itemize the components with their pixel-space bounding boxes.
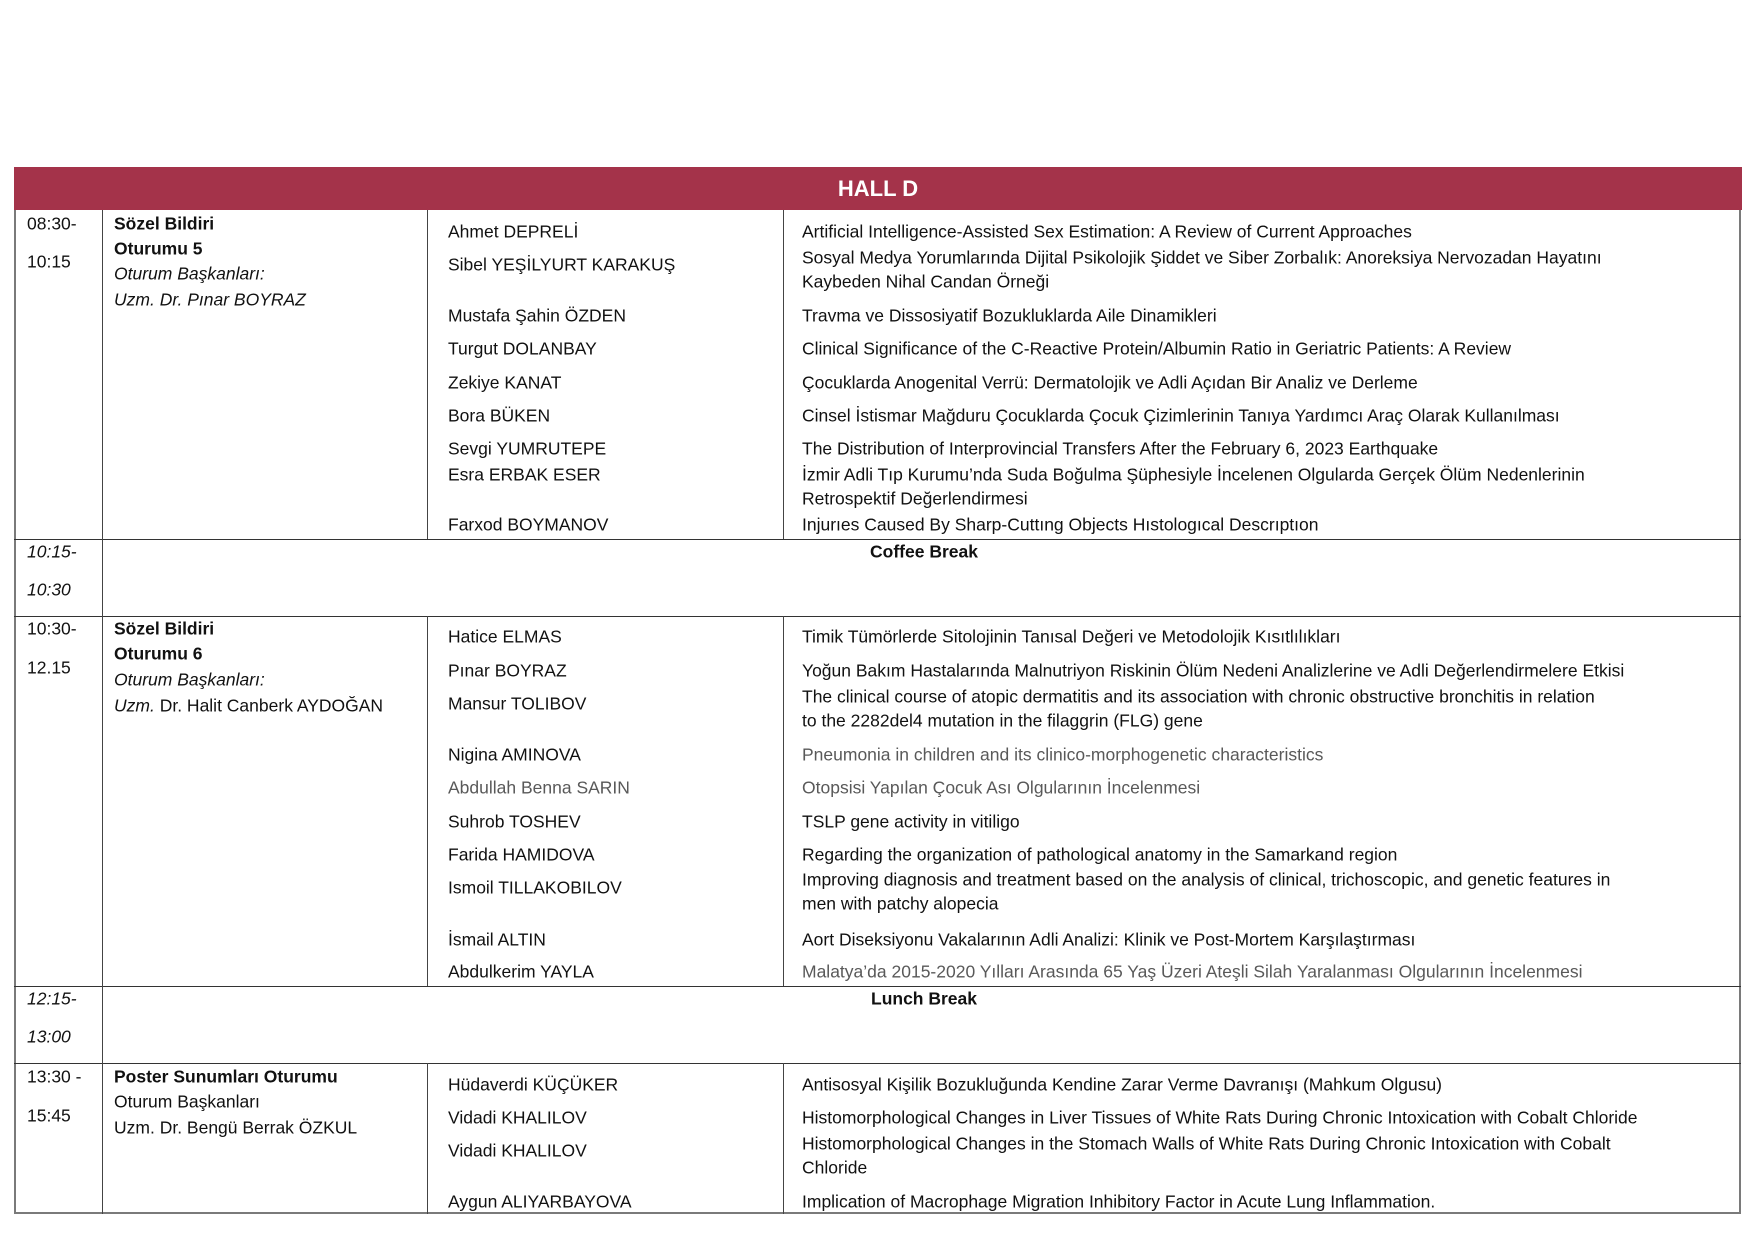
column-divider — [783, 210, 784, 539]
session-time: 13:00 — [27, 1026, 71, 1047]
session-time: 08:30- — [27, 213, 77, 234]
session-time: 12.15 — [27, 657, 71, 678]
session-time: 15:45 — [27, 1105, 71, 1126]
chair-name: Dr. Halit Canberk AYDOĞAN — [159, 695, 384, 716]
column-divider — [102, 539, 103, 616]
presenter-name: Farida HAMIDOVA — [448, 844, 595, 865]
session-time: 10:30- — [27, 618, 77, 639]
talk-title: Pneumonia in children and its clinico-morphogenetic characteristics — [802, 744, 1324, 765]
presenter-name: Ahmet DEPRELİ — [448, 221, 579, 242]
talk-title: Çocuklarda Anogenital Verrü: Dermatolojik ve Adli Açıdan Bir Analiz ve Derleme — [802, 372, 1418, 393]
talk-title: Retrospektif Değerlendirmesi — [802, 488, 1028, 509]
session-time: 10:30 — [27, 579, 71, 600]
talk-title: Regarding the organization of pathological anatomy in the Samarkand region — [802, 844, 1398, 865]
session-time: 10:15 — [27, 251, 71, 272]
talk-title: Timik Tümörlerde Sitolojinin Tanısal Değeri ve Metodolojik Kısıtlılıkları — [802, 626, 1341, 647]
talk-title: men with patchy alopecia — [802, 893, 999, 914]
talk-title: Artificial Intelligence-Assisted Sex Estimation: A Review of Current Approaches — [802, 221, 1412, 242]
talk-title: Implication of Macrophage Migration Inhibitory Factor in Acute Lung Inflammation. — [802, 1191, 1436, 1212]
presenter-name: Farxod BOYMANOV — [448, 514, 609, 535]
session-chair-line: Uzm. Dr. Pınar BOYRAZ — [114, 289, 306, 310]
presenter-name: Bora BÜKEN — [448, 405, 551, 426]
presenter-name: İsmail ALTIN — [448, 929, 546, 950]
presenter-name: Hüdaverdi KÜÇÜKER — [448, 1074, 619, 1095]
session-chair-line: Poster Sunumları Oturumu — [114, 1066, 338, 1087]
talk-title: Otopsisi Yapılan Çocuk Ası Olgularının İncelenmesi — [802, 777, 1201, 798]
presenter-name: Mustafa Şahin ÖZDEN — [448, 305, 626, 326]
talk-title: Antisosyal Kişilik Bozukluğunda Kendine Zarar Verme Davranışı (Mahkum Olgusu) — [802, 1074, 1443, 1095]
session-chair-line: Oturumu 6 — [114, 643, 203, 664]
chair-title-prefix: Uzm. — [114, 695, 155, 716]
session-chair-line: Oturumu 5 — [114, 238, 203, 259]
column-divider — [102, 616, 103, 986]
presenter-name: Hatice ELMAS — [448, 626, 562, 647]
column-divider — [102, 986, 103, 1063]
presenter-name: Pınar BOYRAZ — [448, 660, 567, 681]
presenter-name: Nigina AMINOVA — [448, 744, 581, 765]
presenter-name: Abdullah Benna SARIN — [448, 777, 630, 798]
talk-title: Histomorphological Changes in the Stomach Walls of White Rats During Chronic Intoxication with Cobalt — [802, 1133, 1611, 1154]
presenter-name: Abdulkerim YAYLA — [448, 961, 594, 982]
talk-title: Chloride — [802, 1157, 868, 1178]
session-time: 10:15- — [27, 541, 77, 562]
session-chair-line: Uzm. Dr. Bengü Berrak ÖZKUL — [114, 1117, 358, 1138]
session-chair-line: Sözel Bildiri — [114, 618, 215, 639]
talk-title: Sosyal Medya Yorumlarında Dijital Psikolojik Şiddet ve Siber Zorbalık: Anoreksiya Nervozadan Hayatını — [802, 247, 1602, 268]
talk-title: TSLP gene activity in vitiligo — [802, 811, 1020, 832]
talk-title: Clinical Significance of the C-Reactive Protein/Albumin Ratio in Geriatric Patients: A Review — [802, 338, 1512, 359]
talk-title: Travma ve Dissosiyatif Bozukluklarda Aile Dinamikleri — [802, 305, 1217, 326]
presenter-name: Vidadi KHALILOV — [448, 1107, 587, 1128]
talk-title: İzmir Adli Tıp Kurumu’nda Suda Boğulma Şüphesiyle İncelenen Olgularda Gerçek Ölüm Nedenlerinin — [802, 464, 1585, 485]
column-divider — [783, 616, 784, 986]
presenter-name: Mansur TOLIBOV — [448, 693, 587, 714]
talk-title: Malatya’da 2015-2020 Yılları Arasında 65 Yaş Üzeri Ateşli Silah Yaralanması Olgularının İncelenmesi — [802, 961, 1583, 982]
talk-title: to the 2282del4 mutation in the filaggrin (FLG) gene — [802, 710, 1203, 731]
presenter-name: Zekiye KANAT — [448, 372, 562, 393]
column-divider — [427, 616, 428, 986]
talk-title: The Distribution of Interprovincial Transfers After the February 6, 2023 Earthquake — [802, 438, 1439, 459]
presenter-name: Sevgi YUMRUTEPE — [448, 438, 607, 459]
hall-header — [14, 167, 1742, 210]
talk-title: Improving diagnosis and treatment based on the analysis of clinical, trichoscopic, and genetic features in — [802, 869, 1611, 890]
presenter-name: Vidadi KHALILOV — [448, 1140, 587, 1161]
session-chair-line: Sözel Bildiri — [114, 213, 215, 234]
talk-title: Aort Diseksiyonu Vakalarının Adli Analizi: Klinik ve Post-Mortem Karşılaştırması — [802, 929, 1416, 950]
column-divider — [783, 1063, 784, 1214]
column-divider — [102, 210, 103, 539]
presenter-name: Turgut DOLANBAY — [448, 338, 597, 359]
row-divider — [14, 616, 1741, 617]
column-divider — [102, 1063, 103, 1214]
talk-title: The clinical course of atopic dermatitis and its association with chronic obstructive bronchitis in relation — [802, 686, 1595, 707]
session-chair-line — [114, 694, 383, 719]
presenter-name: Esra ERBAK ESER — [448, 464, 601, 485]
presenter-name: Ismoil TILLAKOBILOV — [448, 877, 622, 898]
session-chair-line: Oturum Başkanları: — [114, 669, 265, 690]
hall-title: HALL D — [837, 175, 919, 201]
session-chair-line: Oturum Başkanları — [114, 1091, 260, 1112]
talk-title: Cinsel İstismar Mağduru Çocuklarda Çocuk Çizimlerinin Tanıya Yardımcı Araç Olarak Kullanılması — [802, 405, 1560, 426]
talk-title: Kaybeden Nihal Candan Örneği — [802, 271, 1050, 292]
presenter-name: Sibel YEŞİLYURT KARAKUŞ — [448, 254, 676, 275]
presenter-name: Aygun ALIYARBAYOVA — [448, 1191, 632, 1212]
talk-title: Histomorphological Changes in Liver Tissues of White Rats During Chronic Intoxication with Cobalt Chloride — [802, 1107, 1638, 1128]
session-chair-line: Oturum Başkanları: — [114, 263, 265, 284]
break-label: Coffee Break — [870, 541, 978, 562]
column-divider — [427, 210, 428, 539]
column-divider — [427, 1063, 428, 1214]
presenter-name: Suhrob TOSHEV — [448, 811, 581, 832]
talk-title: Injurıes Caused By Sharp-Cuttıng Objects Hıstologıcal Descrıptıon — [802, 514, 1319, 535]
talk-title: Yoğun Bakım Hastalarında Malnutriyon Riskinin Ölüm Nedeni Analizlerine ve Adli Değerlendirmelere Etkisi — [802, 660, 1625, 681]
break-label: Lunch Break — [871, 988, 977, 1009]
session-time: 12:15- — [27, 988, 77, 1009]
session-time: 13:30 - — [27, 1066, 82, 1087]
